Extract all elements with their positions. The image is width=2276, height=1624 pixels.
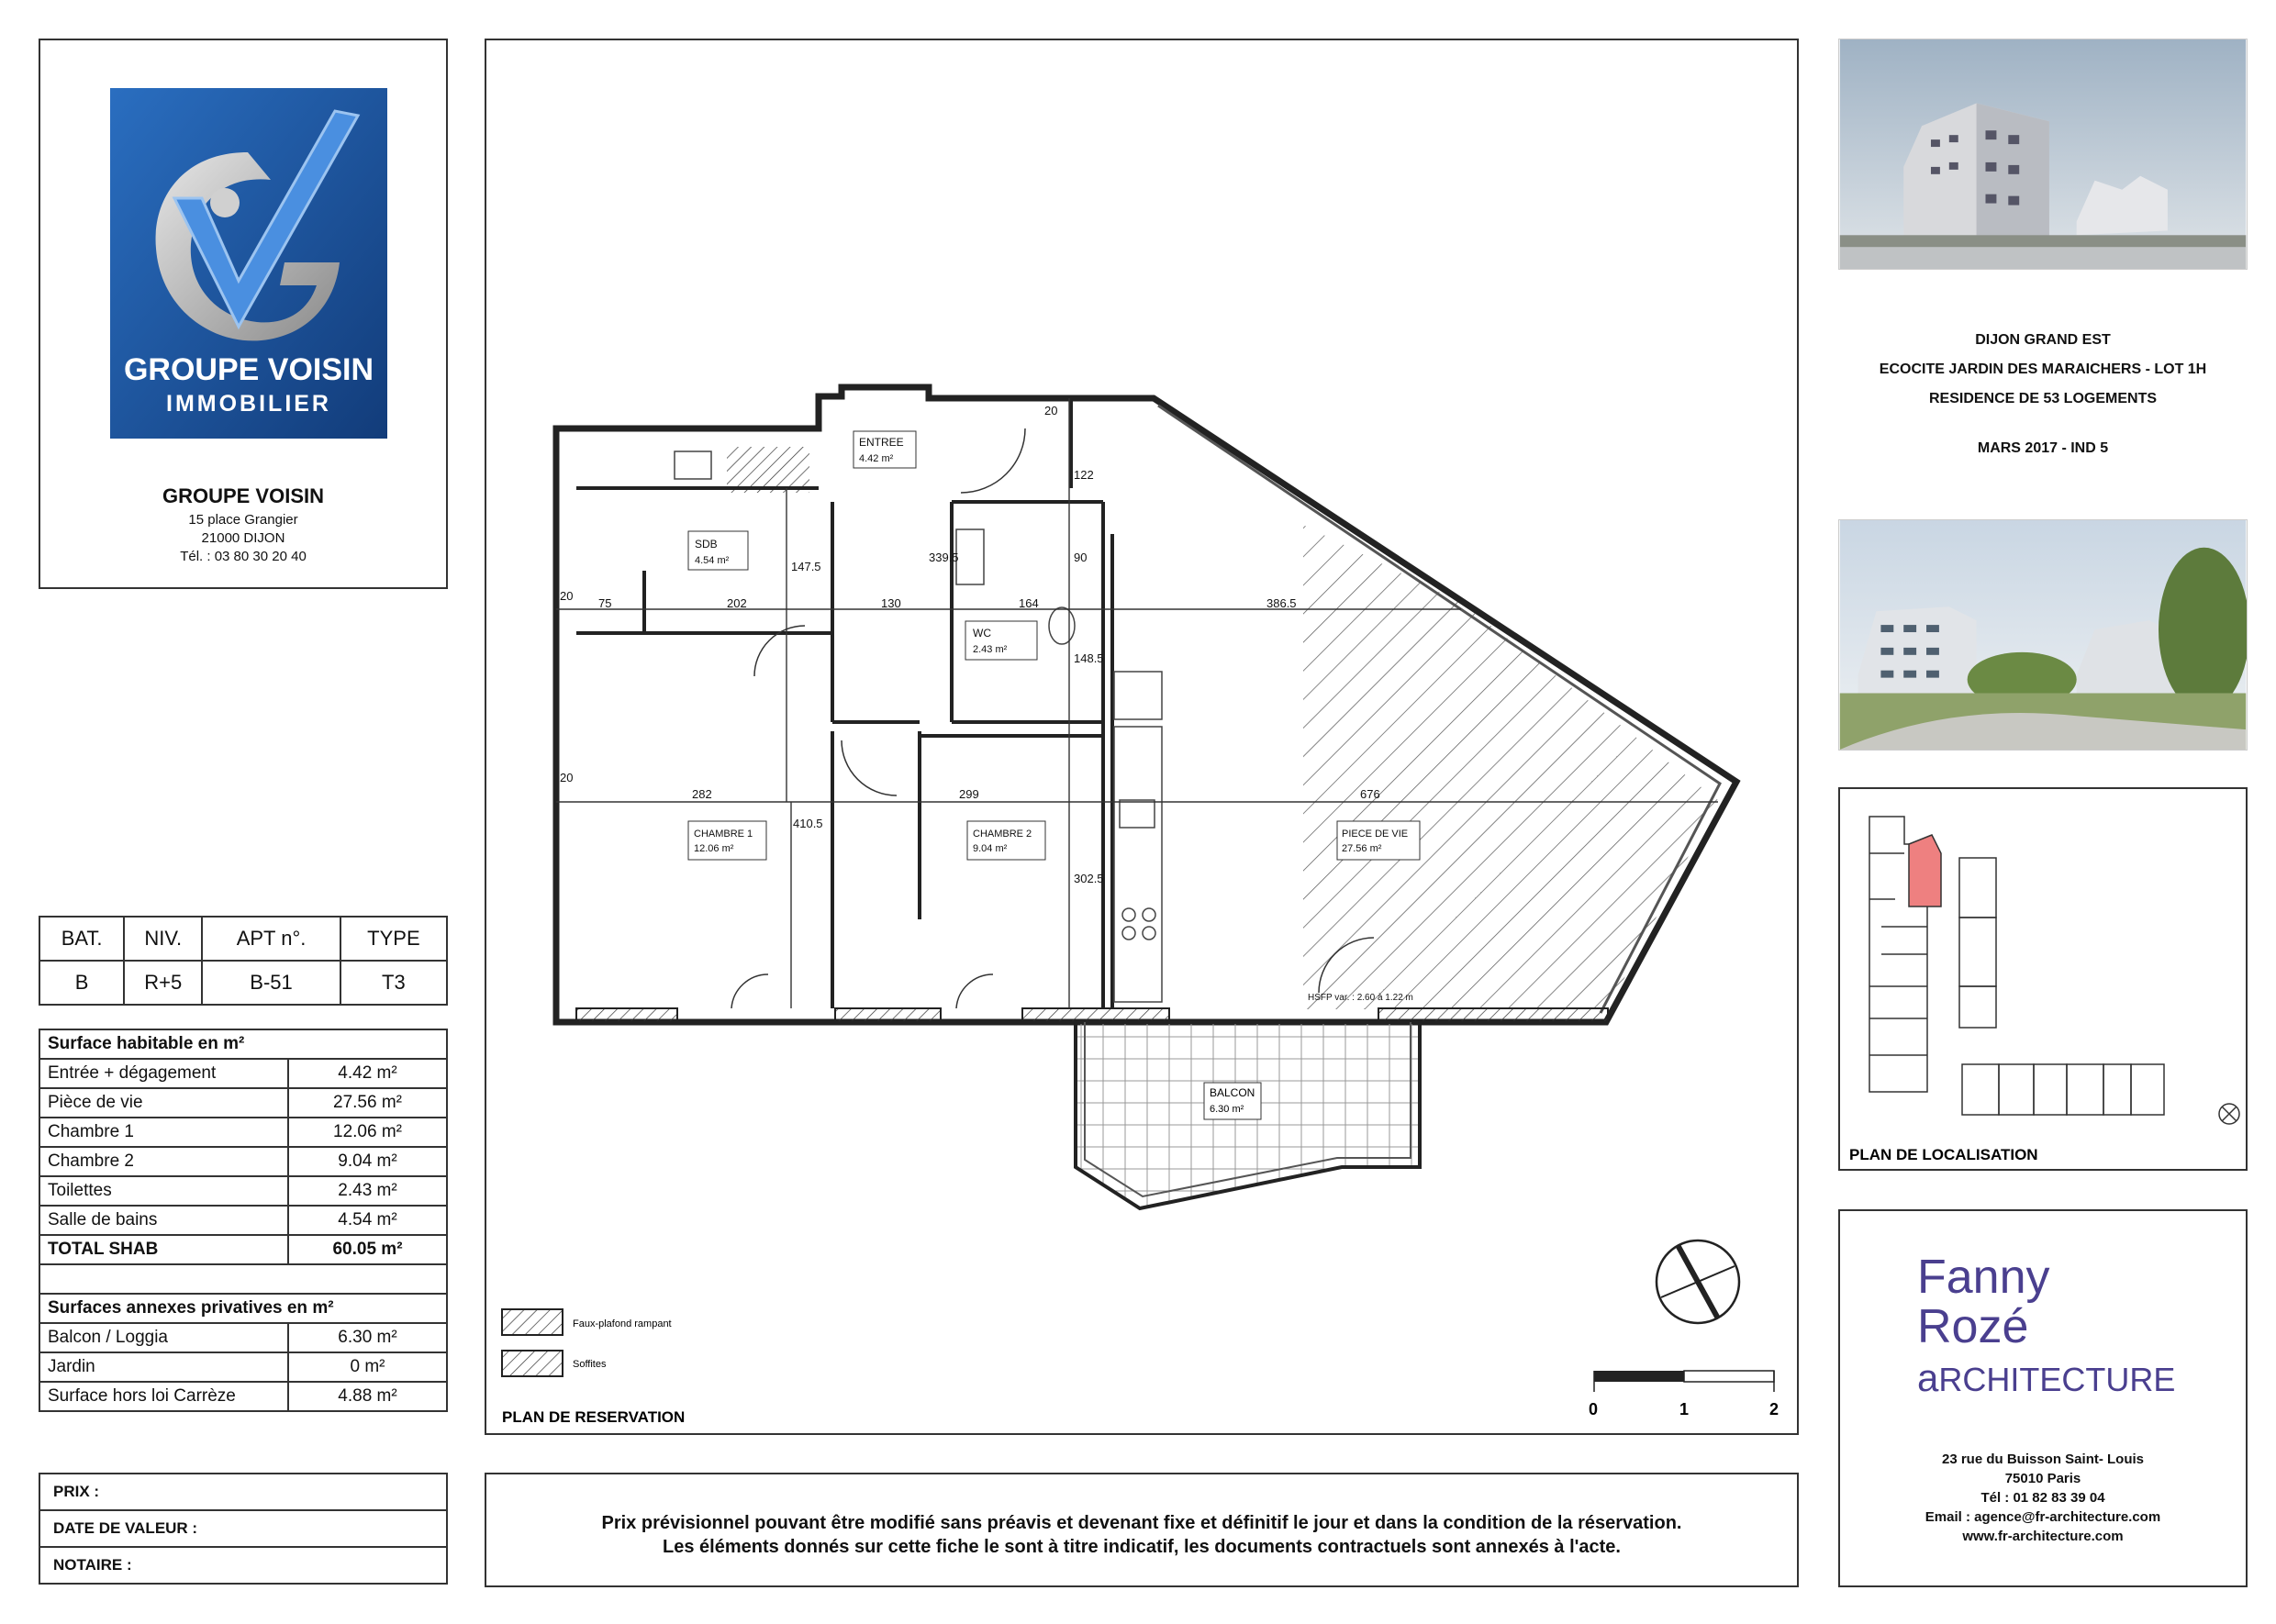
dim-label: 20: [560, 771, 574, 784]
location-plan-title: PLAN DE LOCALISATION: [1849, 1146, 2038, 1163]
plan-title: PLAN DE RESERVATION: [502, 1408, 686, 1426]
room-name: WC: [973, 627, 991, 640]
surface-value: 4.42 m²: [288, 1059, 447, 1088]
room-name: PIECE DE VIE: [1342, 829, 1409, 840]
dim-label: 202: [727, 596, 747, 610]
surface-label: Salle de bains: [39, 1206, 288, 1235]
dim-label: 386.5: [1266, 596, 1297, 610]
room-area: 9.04 m²: [973, 843, 1008, 854]
location-plan: [1840, 789, 2246, 1169]
dim-label: 339.5: [929, 551, 959, 564]
groupe-voisin-logo: [110, 88, 387, 439]
annex-value: 6.30 m²: [288, 1323, 447, 1352]
surface-label: Chambre 1: [39, 1118, 288, 1147]
project-line1: DIJON GRAND EST: [1975, 332, 2111, 348]
dim-label: 122: [1074, 468, 1094, 482]
surfaces-title: Surface habitable en m²: [39, 1029, 447, 1059]
north-arrow-icon: [2219, 1104, 2239, 1124]
legend-label: Faux-plafond rampant: [573, 1318, 672, 1329]
surface-value: 27.56 m²: [288, 1088, 447, 1118]
room-area: 27.56 m²: [1342, 843, 1382, 854]
surface-label: Entrée + dégagement: [39, 1059, 288, 1088]
north-arrow-icon: [1657, 1240, 1739, 1323]
developer-card: [39, 39, 448, 589]
dim-label: 90: [1074, 551, 1088, 564]
dim-label: 299: [959, 787, 979, 801]
project-date: MARS 2017 - IND 5: [1977, 440, 2109, 456]
total-value: 60.05 m²: [288, 1235, 447, 1264]
developer-phone: Tél. : 03 80 30 20 40: [180, 549, 307, 564]
spacer-row: [39, 1264, 447, 1294]
room-name: SDB: [695, 538, 718, 551]
floor-plan: [486, 40, 1797, 1433]
dim-label: 676: [1360, 787, 1380, 801]
architect-phone: Tél : 01 82 83 39 04: [1980, 1490, 2105, 1506]
value-niv: R+5: [124, 961, 202, 1005]
dim-label: 75: [598, 596, 612, 610]
surface-value: 12.06 m²: [288, 1118, 447, 1147]
hsfp-note: HSFP var. : 2.60 à 1.22 m: [1308, 993, 1413, 1003]
apartment-location-highlight: [1909, 835, 1941, 907]
dim-label: 164: [1019, 596, 1039, 610]
disclaimer-panel: [485, 1473, 1799, 1587]
value-date-row: DATE DE VALEUR :: [39, 1510, 447, 1547]
annex-value: 4.88 m²: [288, 1382, 447, 1411]
architect-name-line1: Fanny: [1917, 1251, 2050, 1304]
dim-label: 20: [1044, 404, 1058, 417]
value-bat: B: [39, 961, 124, 1005]
header-niv: NIV.: [124, 917, 202, 961]
architect-name-line2: Rozé: [1917, 1300, 2029, 1353]
room-area: 4.54 m²: [695, 555, 730, 566]
legend-label: Soffites: [573, 1359, 607, 1370]
floor-plan-panel: [485, 39, 1799, 1435]
surface-label: Pièce de vie: [39, 1088, 288, 1118]
dim-label: 147.5: [791, 560, 821, 573]
architect-city: 75010 Paris: [2004, 1471, 2081, 1486]
surface-label: Toilettes: [39, 1176, 288, 1206]
building-render-photo-2: [1838, 519, 2248, 751]
room-area: 6.30 m²: [1210, 1104, 1244, 1115]
disclaimer-line1: Prix prévisionnel pouvant être modifié sans préavis et devenant fixe et définitif le jour et dans la condition de la réservation.: [601, 1513, 1682, 1533]
room-name: BALCON: [1210, 1086, 1255, 1099]
architect-address: 23 rue du Buisson Saint- Louis: [1941, 1452, 2145, 1467]
header-type: TYPE: [340, 917, 447, 961]
surface-value: 4.54 m²: [288, 1206, 447, 1235]
room-area: 12.06 m²: [694, 843, 734, 854]
surface-label: Chambre 2: [39, 1147, 288, 1176]
surface-value: 2.43 m²: [288, 1176, 447, 1206]
disclaimer-line2: Les éléments donnés sur cette fiche le sont à titre indicatif, les documents contractuels sont annexés à l'acte.: [663, 1537, 1621, 1557]
developer-address: 15 place Grangier: [188, 512, 298, 528]
dim-label: 282: [692, 787, 712, 801]
logo-text-line1: GROUPE VOISIN: [123, 352, 374, 387]
header-bat: BAT.: [39, 917, 124, 961]
header-apt: APT n°.: [202, 917, 340, 961]
logo-text-line2: IMMOBILIER: [166, 391, 331, 417]
scale-label: 0: [1589, 1400, 1599, 1418]
surfaces-table: [39, 1029, 448, 1412]
dim-label: 20: [560, 589, 574, 603]
dim-label: 302.5: [1074, 872, 1104, 885]
scale-label: 2: [1769, 1400, 1780, 1418]
architect-suffix: RCHITECTURE: [1938, 1361, 2176, 1398]
annex-label: Balcon / Loggia: [39, 1323, 288, 1352]
architect-website: www.fr-architecture.com: [1962, 1529, 2124, 1544]
location-plan-panel: [1838, 787, 2248, 1171]
developer-name: GROUPE VOISIN: [162, 484, 325, 507]
dim-label: 148.5: [1074, 651, 1104, 665]
total-label: TOTAL SHAB: [39, 1235, 288, 1264]
scale-bar: [1589, 1371, 1779, 1418]
annex-title: Surfaces annexes privatives en m²: [39, 1294, 447, 1323]
price-table: [39, 1473, 448, 1585]
value-apt: B-51: [202, 961, 340, 1005]
room-area: 2.43 m²: [973, 644, 1008, 655]
architect-name-line3: [1917, 1356, 2176, 1399]
plan-legend: [502, 1309, 672, 1376]
annex-label: Surface hors loi Carrèze: [39, 1382, 288, 1411]
apartment-id-table: [39, 916, 448, 1006]
scale-label: 1: [1679, 1400, 1690, 1418]
dim-label: 130: [881, 596, 901, 610]
project-line3: RESIDENCE DE 53 LOGEMENTS: [1928, 391, 2158, 406]
annex-value: 0 m²: [288, 1352, 447, 1382]
dim-label: 410.5: [793, 817, 823, 830]
developer-city: 21000 DIJON: [201, 530, 285, 546]
building-render-photo-1: [1838, 39, 2248, 270]
project-line2: ECOCITE JARDIN DES MARAICHERS - LOT 1H: [1879, 362, 2207, 377]
room-name: CHAMBRE 2: [973, 829, 1032, 840]
surface-value: 9.04 m²: [288, 1147, 447, 1176]
value-type: T3: [340, 961, 447, 1005]
architect-prefix: a: [1917, 1356, 1939, 1399]
room-area: 4.42 m²: [859, 453, 894, 464]
notary-row: NOTAIRE :: [39, 1547, 447, 1584]
annex-label: Jardin: [39, 1352, 288, 1382]
architect-email: Email : agence@fr-architecture.com: [1925, 1509, 2161, 1525]
soffit-area: [727, 447, 809, 493]
price-row: PRIX :: [39, 1474, 447, 1510]
room-name: CHAMBRE 1: [694, 829, 753, 840]
architect-card: [1838, 1209, 2248, 1587]
room-name: ENTREE: [859, 436, 904, 449]
